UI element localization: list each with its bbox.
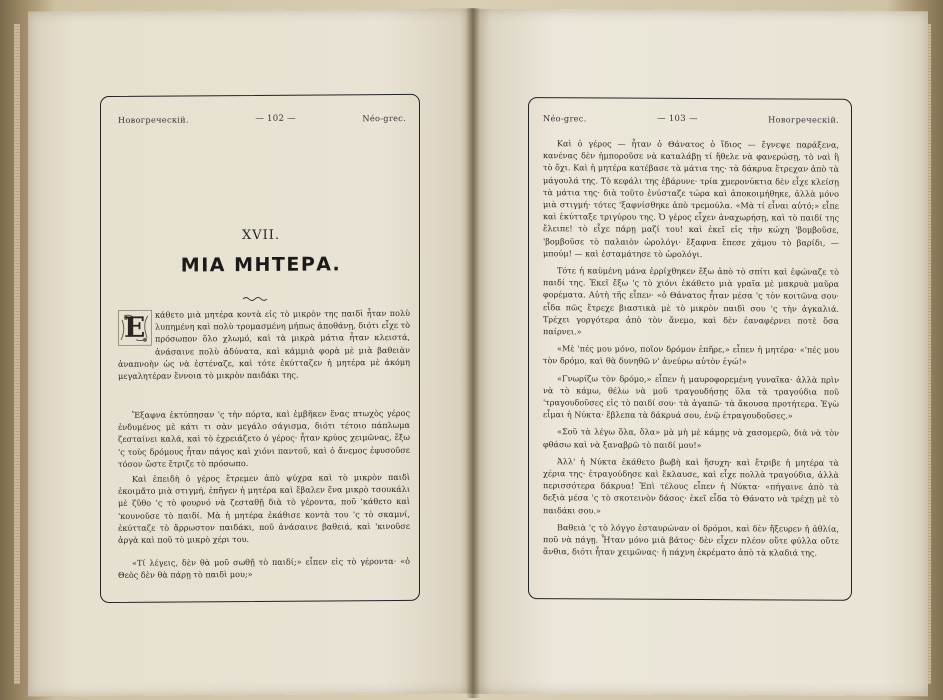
paragraph-4: «Τί λέγεις, δὲν θὰ μοῦ σωθῇ τὸ παιδί;» εἶπεν εἰς τὸ γέροντα· «ὁ Θεὸς δὲν θὰ πάρῃ τὸ παιδὶ μου;»: [118, 555, 410, 581]
right-page: [473, 9, 928, 696]
paragraph-6: Ἀλλ' ἡ Νύκτα ἐκάθετο βωβὴ καὶ ἥσυχη· καὶ ἔτριβε ἡ μητέρα τὰ χέρια της· ἐτραγούδησε καὶ ἔκλαυσε, καὶ εἶχε πολλὰ τραγούδια, ἀλλὰ περισσότερα δάκρυα! Ἐπὶ τέλους εἶπεν ἡ Νύκτα· «πήγαινε ἀπὸ τὰ δεξιὰ μέσα 'ς τὸ σκοτεινὸν δάσος· ἐκεῖ εἶδα τὸ Θάνατο νὰ τρέχῃ μὲ τὸ παιδάκι σου.»: [543, 456, 839, 516]
page-edges-left: [14, 24, 20, 684]
left-page: [28, 8, 473, 696]
page-number: — 103 —: [657, 113, 698, 124]
chapter-title: ΜΙΑ ΜΗΤΕΡΑ.: [180, 253, 342, 277]
running-head: [543, 113, 839, 125]
paragraph-2: Ἔξαφνα ἐκτύπησαν 'ς τὴν πόρτα, καὶ ἐμβῆκεν ἕνας πτωχὸς γέρος ἐνδυμένος μὲ κάτι τι σὰν μεγάλο σάγισμα, διότι τέτοιο πάπλωμα ζεσταίνει καλά, καὶ τὸ ἐχρειάζετο ὁ γέρος· ἦταν κρύος χειμῶνας, ἔξω 'ς τοὺς δρόμους ἦταν πάγος καὶ χιόνι παντοῦ, καὶ ὁ ἄνεμος ἐφυσοῦσε τόσον ὥστε ἔτριζε τὸ πρόσωπο.: [118, 407, 410, 469]
paragraph-1: Καὶ ὁ γέρος — ἦταν ὁ Θάνατος ὁ ἴδιος — ἔγνεψε παράξενα, κανένας δὲν ἠμποροῦσε νὰ καταλάβῃ τί ἤθελε νὰ φανερώσῃ, τὸ ναὶ ἢ τὸ ὄχι. Καὶ ἡ μητέρα κατέβασε τὰ μάτια της· τὰ δάκρυα ἔτρεχαν ἀπὸ τὰ μάγουλά της. Τὸ κεφάλι της ἐβάρυνε· τρία χμερονύκτια δὲν εἶχε κλείσῃ τὰ μάτια της· διὰ τοῦτο ἐνύσταζε τώρα καὶ ἀποκοιμήθηκε, ἀλλὰ μόνο μιὰ στιγμή· τότες 'ξαφνίσθηκε ἀπὸ τρεμούλα. «Μὰ τί εἶναι αὐτό;» εἶπε καὶ ἐκύτταξε τριγύρου της. Ὁ γέρος εἶχεν ἀναχωρήσῃ, καὶ τὸ παιδί της ἔλειπε! τὸ εἶχε πάρῃ μαζί του! καὶ ἐκεῖ εἰς τὴν κώχη 'βομβοῦσε, 'βομβοῦσε τὸ παλαιὸν ὡρολόγι· ἔξαφνα ἔπεσε χάμου τὸ βαρίδι, — μπούμ! — καὶ ἐσταμάτησε τὸ ὡρολόγι.: [543, 138, 839, 259]
paragraph-1: [118, 307, 410, 382]
paragraph-1-text: κάθετο μιὰ μητέρα κοντὰ εἰς τὸ μικρὸν της παιδὶ ἦταν πολὺ λυπημένη καὶ πολὺ τρομασμένη μήπως ἀποθάνῃ, διότι εἶχε τὸ πρόσωπον ὅλο χλωμό, καὶ τὰ μικρὰ μάτια ἦταν κλειστά, ἀνάσαινε πολὺ ἀδύνατα, καὶ κάμμιὰ φορὰ μὲ μιὰ βαθειὰν ἀναπνοὴν ὡς νὰ ἐστέναζε, καὶ τότε ἐκύτταζεν ἡ μητέρα μὲ ἀκόμη μεγαλητέραν ἔννοια τὸ μικρὸν παιδάκι της.: [118, 307, 410, 381]
paragraph-4: «Γνωρίζω τὸν δρόμο,» εἶπεν ἡ μαυροφορεμένη γυναῖκα· ἀλλὰ πρὶν νὰ τὸ κάμω, θέλω νὰ μοῦ τραγουδήσῃς ὅλα τὰ τραγούδια ποῦ 'τραγουδοῦσες εἰς τὸ παιδί σου· τὰ ἀγαπῶ· τὰ ἄκουσα προτήτερα. Ἐγὼ εἶμαι ἡ Νύκτα· ἔβλεπα τὰ δάκρυά σου, ἐνῷ ἐτραγουδοῦσες.»: [543, 372, 839, 421]
dropcap: [118, 310, 152, 346]
book-gutter: [466, 8, 480, 698]
running-head-right: Néo-grec.: [362, 112, 406, 124]
paragraph-3: «Μὲ 'πές μου μόνο, ποῖον δρόμον ἐπῆρε,» εἶπεν ἡ μητέρα· «'πές μου τὸν δρόμο, καὶ θὰ δυνηθῶ ν' ἀνεύρω αὐτὸν ἐγώ!»: [543, 343, 839, 367]
chapter-number: XVII.: [241, 227, 281, 244]
running-head-right: Новогреческій.: [768, 114, 839, 125]
page-number: — 102 —: [255, 113, 296, 124]
dropcap-letter: Ε: [124, 310, 146, 344]
ornament-divider-icon: [242, 296, 270, 302]
running-head-left: Новогреческій.: [118, 114, 189, 125]
paragraph-5: «Σοῦ τὰ λέγω ὅλα, ὅλα» μὰ μὴ μὲ κάμῃς νὰ χασομερῶ, διὰ νὰ τὸν φθάσω καὶ νὰ ξαναβρῶ τὸ παιδί μου!»: [543, 426, 839, 450]
paragraph-7: Βαθειὰ 'ς τὸ λόγγο ἐσταυρώναν οἱ δρόμοι, καὶ δὲν ἤξευρεν ἡ ἀθλία, ποῦ νὰ πάγῃ. Ἦταν μόνο μιὰ βάτος· δὲν εἶχεν πλέον οὔτε φύλλα οὔτε ἄνθια, διότι ἦταν χειμῶνας· ἡ πάχνη ἐκρέματο ἀπὸ τὰ κλαδιά της.: [543, 522, 839, 558]
paragraph-3: Καὶ ἐπειδὴ ὁ γέρος ἔτρεμεν ἀπὸ ψύχρα καὶ τὸ μικρὸν παιδὶ ἐκοιμᾶτο μιὰ στιγμή, ἐπῆγεν ἡ μητέρα καὶ ἔβαλεν ἕνα μικρὸ τσουκάλι μὲ ζῦθο 'ς τὸ φουρνό νὰ ζεσταθῇ διὰ τὸ γέροντα, ποῦ 'κάθετο καὶ 'κουνοῦσε τὸ παιδί. Μὰ ἡ μητέρα ἐκάθισε κοντὰ του 'ς τὸ σκαμνί, ἐκύτταζε τὸ ἄρρωστον παιδάκι, ποῦ ἀνάσαινε βαθειά, καὶ 'κινοῦσε ἀργὰ καὶ ποῦ τὸ μικρὸ χέρι του.: [118, 471, 410, 545]
running-head: [118, 113, 406, 125]
paragraph-2: Τότε ἡ καϋμένη μάνα ἐρρίχθηκεν ἔξω ἀπὸ τὸ σπίτι καὶ ἐφώναζε τὸ παιδί της. Ἐκεῖ ἔξω 'ς τὸ χιόνι ἐκάθετο μιὰ γραῖα μὲ μακρυὰ μαῦρα φορέματα. Αὐτὴ τῆς εἶπεν· «ὁ Θάνατος ἦταν μέσα 'ς τὸν κοιτῶνα σου· εἶδα πῶς ἔτρεχε βιαστικὰ μὲ τὸ μικρὸν παιδὶ σου 'ς τὴν ἀγκαλιά. Τρέχει γοργότερα ἀπὸ τὸν ἄνεμο, καὶ δὲν ἐαναφέρνει ποτὲ ὅσα παίρνει.»: [543, 265, 839, 337]
running-head-left: Néo-grec.: [543, 113, 587, 124]
page-body: [543, 137, 839, 564]
